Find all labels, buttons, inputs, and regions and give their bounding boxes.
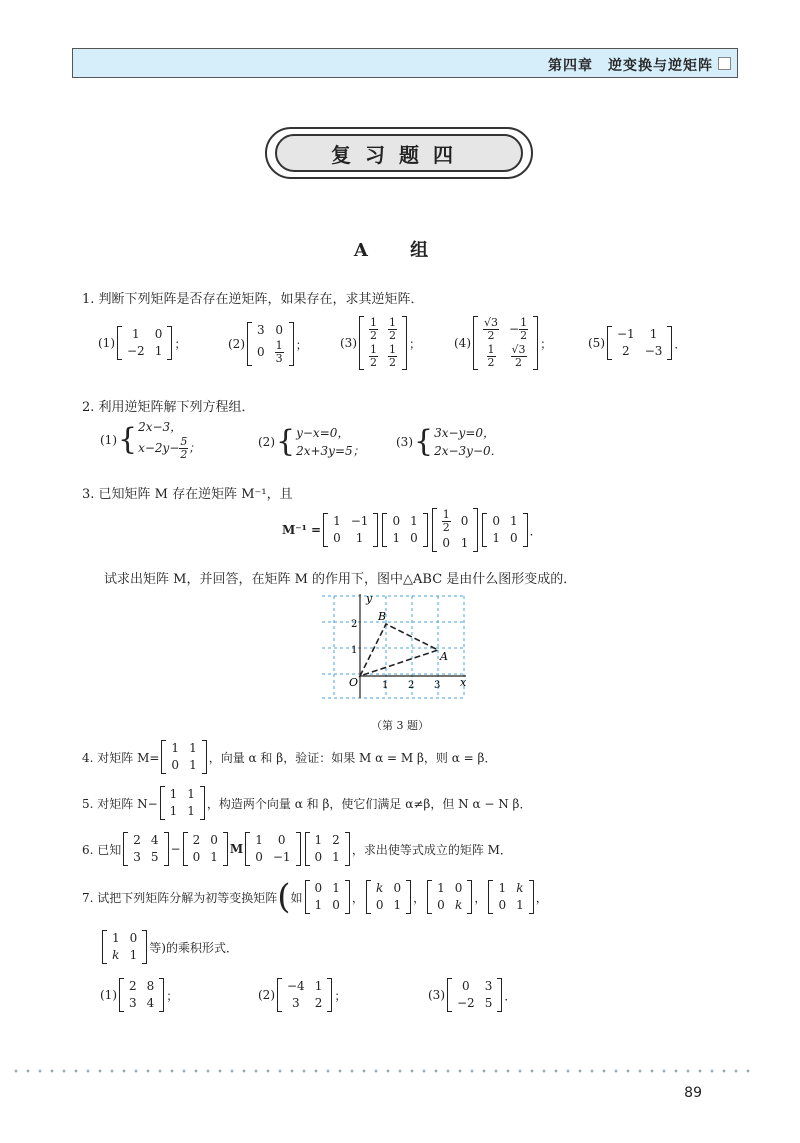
cell: 1 (187, 804, 195, 818)
numerator: 1 (389, 343, 396, 356)
cell: 1 (187, 787, 195, 801)
cell: 0 (492, 514, 501, 528)
fraction (369, 317, 378, 342)
q6-text-post: ，求出使等式成立的矩阵 M． (351, 842, 512, 857)
q7-text-post: 等)的乘积形式． (149, 940, 238, 955)
cell: 1 (129, 948, 138, 962)
cell: 0 (510, 531, 518, 545)
q4-text-post: ，向量 α 和 β，验证：如果 M α = M β，则 α = β． (208, 750, 497, 765)
numerator: 1 (520, 316, 528, 329)
cell: 1 (314, 898, 323, 912)
q2-system-2 (258, 424, 365, 460)
q7-part1 (100, 978, 178, 1012)
cell: 2 (332, 833, 340, 847)
cell: 2 (133, 833, 141, 847)
cell: 3 (133, 850, 141, 864)
cell: 1 (393, 898, 402, 912)
fraction (483, 317, 499, 342)
denominator: 2 (515, 356, 523, 369)
cell: −2 (457, 996, 475, 1010)
separator: ； (334, 988, 347, 1003)
q4-text-pre: 4. 对矩阵 M= (82, 750, 160, 765)
cell: 0 (210, 833, 218, 847)
q1-part1 (98, 326, 186, 360)
denominator: 2 (180, 448, 188, 461)
cell: 1 (332, 881, 340, 895)
cell: 3 (257, 323, 265, 337)
cell: 2 (622, 344, 630, 358)
equation: 2x+3y=5； (296, 444, 365, 458)
numerator: 1 (370, 316, 377, 329)
matrix-m-symbol: M (229, 842, 244, 856)
q7-label-3: (3) (428, 988, 445, 1002)
cell: k (516, 881, 524, 895)
numerator: √3 (484, 316, 499, 329)
denominator: 2 (442, 521, 450, 534)
cell: 0 (314, 850, 323, 864)
q7-label-1: (1) (100, 988, 117, 1002)
equation (138, 436, 200, 461)
denominator: 2 (370, 356, 377, 369)
equation: 2x−3， (138, 420, 183, 434)
cell: 2 (129, 979, 137, 993)
q1-label-1: (1) (98, 336, 115, 350)
cell: 3 (292, 996, 300, 1010)
q5-matrix (160, 786, 205, 820)
cell: 5 (150, 850, 159, 864)
fraction (442, 509, 451, 534)
q2-system-1 (100, 418, 200, 461)
q2-label-3: (3) (396, 435, 413, 449)
q2-system-3 (396, 424, 503, 460)
cell: 1 (460, 536, 469, 550)
chapter-header-bar (72, 48, 738, 78)
cell: 1 (492, 531, 501, 545)
separator: ； (409, 336, 422, 351)
cell: 2 (314, 996, 323, 1010)
q7-example-1 (305, 880, 350, 914)
cell: 1 (210, 850, 218, 864)
cell: 3 (484, 979, 493, 993)
q7-ru: 如 (290, 890, 303, 905)
q1-matrix-3 (359, 316, 407, 370)
numerator: 1 (370, 343, 377, 356)
q7-part2 (258, 978, 346, 1012)
cell: 1 (189, 741, 197, 755)
cell: −1 (617, 327, 635, 341)
cell: 1 (392, 531, 401, 545)
numerator: 1 (389, 316, 396, 329)
q6-matrix-4 (305, 832, 350, 866)
separator: ． (674, 336, 687, 351)
q5-text-post: ，构造两个向量 α 和 β，使它们满足 α≠β，但 N α − N β． (206, 796, 532, 811)
q7-example-2 (366, 880, 411, 914)
fraction (275, 340, 284, 365)
group-heading: A 组 (353, 240, 447, 261)
q3-matrix-c (432, 508, 479, 552)
cell: −4 (287, 979, 305, 993)
question-1-text: 1. 判断下列矩阵是否存在逆矩阵，如果存在，求其逆矩阵． (82, 292, 424, 307)
y-tick: 2 (351, 619, 358, 630)
equation-part: x−2y− (138, 441, 180, 455)
q3-equation (282, 508, 542, 552)
q6-matrix-1 (123, 832, 168, 866)
cell: −3 (644, 344, 663, 358)
cell: 1 (314, 833, 323, 847)
cell: 0 (375, 898, 384, 912)
cell: 0 (171, 758, 180, 772)
cell: 0 (192, 850, 201, 864)
cell: 1 (189, 758, 197, 772)
cell: 4 (146, 996, 155, 1010)
cell: 0 (314, 881, 323, 895)
numerator: 1 (487, 343, 495, 356)
equation: 3x−y=0， (434, 426, 496, 440)
question-7-line-1 (82, 877, 548, 917)
separator: ， (413, 890, 426, 905)
separator: ， (535, 890, 548, 905)
q4-matrix (161, 740, 206, 774)
q1-matrix-1 (117, 326, 172, 360)
left-paren: ( (277, 877, 291, 917)
denominator: 3 (275, 352, 283, 365)
q1-label-3: (3) (340, 336, 357, 350)
cell: 1 (255, 833, 263, 847)
cell: 0 (255, 850, 263, 864)
fraction (388, 317, 397, 342)
q7-text-pre: 7. 试把下列矩阵分解为初等变换矩阵 (82, 890, 278, 905)
fraction (511, 344, 527, 369)
q3-lhs: M⁻¹ = (282, 523, 322, 537)
question-3-text: 3. 已知矩阵 M 存在逆矩阵 M⁻¹，且 (82, 487, 293, 502)
q1-part2 (228, 322, 308, 366)
cell: 1 (314, 979, 323, 993)
separator: ． (529, 523, 542, 538)
cell: k (376, 881, 384, 895)
point-a-label: A (440, 650, 448, 663)
cell: 1 (355, 531, 364, 545)
triangle-figure (316, 590, 476, 702)
y-axis-label: y (366, 592, 373, 605)
q7-part3 (428, 978, 516, 1012)
cell: 1 (437, 881, 445, 895)
fraction (519, 317, 528, 342)
cell: 1 (410, 514, 418, 528)
cell: 1 (333, 514, 341, 528)
point-b-label: B (378, 610, 387, 623)
q2-label-2: (2) (258, 435, 275, 449)
cell: 1 (154, 344, 163, 358)
q1-matrix-5 (607, 326, 672, 360)
q7-label-2: (2) (258, 988, 275, 1002)
x-tick: 1 (382, 680, 389, 691)
separator: ， (351, 890, 364, 905)
q7-matrix-2 (277, 978, 332, 1012)
cell: 0 (154, 327, 163, 341)
separator: ， (474, 890, 487, 905)
q1-part5 (588, 326, 686, 360)
q6-text-pre: 6. 已知 (82, 842, 122, 857)
footer-dotted-rule (10, 1069, 750, 1073)
separator: ； (540, 336, 553, 351)
question-6 (82, 832, 512, 866)
fraction (388, 344, 397, 369)
q7-example-4 (488, 880, 533, 914)
separator: ； (174, 336, 187, 351)
question-4 (82, 740, 496, 774)
q3-matrix-a (323, 513, 378, 547)
q1-part4 (454, 316, 552, 370)
q1-matrix-4 (473, 316, 538, 370)
cell: 8 (146, 979, 155, 993)
x-tick: 2 (408, 680, 415, 691)
q7-example-5 (102, 930, 147, 964)
cell: 1 (332, 850, 340, 864)
left-brace: { (118, 421, 138, 457)
cell: 1 (498, 881, 507, 895)
minus-sign: − (170, 842, 181, 856)
denominator: 2 (389, 356, 396, 369)
cell: −1 (350, 514, 369, 528)
cell: 4 (150, 833, 159, 847)
cell: 1 (171, 741, 180, 755)
cell: 0 (462, 979, 470, 993)
grid (322, 596, 466, 698)
minus-sign: − (509, 322, 520, 336)
cell: 1 (169, 787, 178, 801)
denominator: 2 (370, 329, 377, 342)
cell: 0 (332, 898, 340, 912)
cell: 1 (649, 327, 658, 341)
q1-part3 (340, 316, 421, 370)
cell: 1 (516, 898, 524, 912)
q5-text-pre: 5. 对矩阵 N− (82, 796, 158, 811)
question-7-line-2 (100, 930, 238, 964)
cell: 0 (392, 514, 401, 528)
numerator: 5 (180, 435, 188, 448)
cell: 0 (410, 531, 418, 545)
fraction (369, 344, 378, 369)
q1-label-2: (2) (228, 337, 245, 351)
cell: 0 (129, 931, 138, 945)
cell: −1 (272, 850, 291, 864)
left-brace: { (414, 424, 434, 459)
cell: 1 (510, 514, 518, 528)
section-title: 复习题四 (275, 134, 523, 172)
cell: 2 (192, 833, 201, 847)
numerator: 1 (442, 508, 450, 521)
q1-matrix-2 (247, 322, 294, 366)
cell: 0 (333, 531, 341, 545)
question-5 (82, 786, 532, 820)
header-square-decoration (718, 57, 731, 70)
cell: 0 (275, 323, 283, 337)
cell: 1 (112, 931, 120, 945)
left-brace: { (276, 424, 296, 459)
denominator: 2 (520, 329, 528, 342)
x-tick: 3 (434, 680, 441, 691)
q6-matrix-3 (245, 832, 300, 866)
separator: ； (166, 988, 179, 1003)
cell: 0 (393, 881, 402, 895)
question-3-subtext: 试求出矩阵 M，并回答，在矩阵 M 的作用下，图中△ABC 是由什么图形变成的． (104, 572, 577, 587)
numerator: √3 (511, 343, 526, 356)
cell: k (112, 948, 120, 962)
separator: ． (504, 988, 517, 1003)
denominator: 2 (487, 329, 495, 342)
cell: 0 (442, 536, 451, 550)
question-2-text: 2. 利用逆矩阵解下列方程组． (82, 400, 255, 415)
numerator: 1 (275, 339, 283, 352)
cell: 0 (454, 881, 463, 895)
q3-matrix-d (482, 513, 527, 547)
denominator: 2 (389, 329, 396, 342)
q1-label-5: (5) (588, 336, 605, 350)
y-tick: 1 (351, 645, 358, 656)
x-axis-label: x (460, 676, 467, 689)
cell: 1 (169, 804, 178, 818)
cell: k (454, 898, 463, 912)
cell: 5 (484, 996, 493, 1010)
separator: ； (295, 337, 308, 352)
triangle-abc (360, 624, 438, 676)
q2-label-1: (1) (100, 432, 117, 447)
q1-label-4: (4) (454, 336, 471, 350)
q3-matrix-b (382, 513, 427, 547)
q7-matrix-3 (447, 978, 502, 1012)
cell: 1 (132, 327, 140, 341)
denominator: 2 (487, 356, 495, 369)
origin-label: O (349, 676, 359, 689)
cell: 0 (498, 898, 507, 912)
cell: 0 (257, 345, 265, 359)
cell: 3 (129, 996, 137, 1010)
page-number: 89 (684, 1085, 702, 1101)
q7-matrix-1 (119, 978, 164, 1012)
equation: y−x=0， (296, 426, 350, 440)
q6-matrix-2 (183, 832, 228, 866)
equation-part: ； (188, 441, 201, 455)
fraction (487, 344, 496, 369)
cell: 0 (460, 514, 469, 528)
cell: −2 (127, 344, 145, 358)
chapter-title: 第四章 逆变换与逆矩阵 (548, 58, 713, 74)
q7-example-3 (427, 880, 472, 914)
equation: 2x−3y−0． (434, 444, 503, 458)
cell: 0 (437, 898, 445, 912)
cell: 0 (277, 833, 286, 847)
figure-caption: （第 3 题） (371, 719, 429, 732)
